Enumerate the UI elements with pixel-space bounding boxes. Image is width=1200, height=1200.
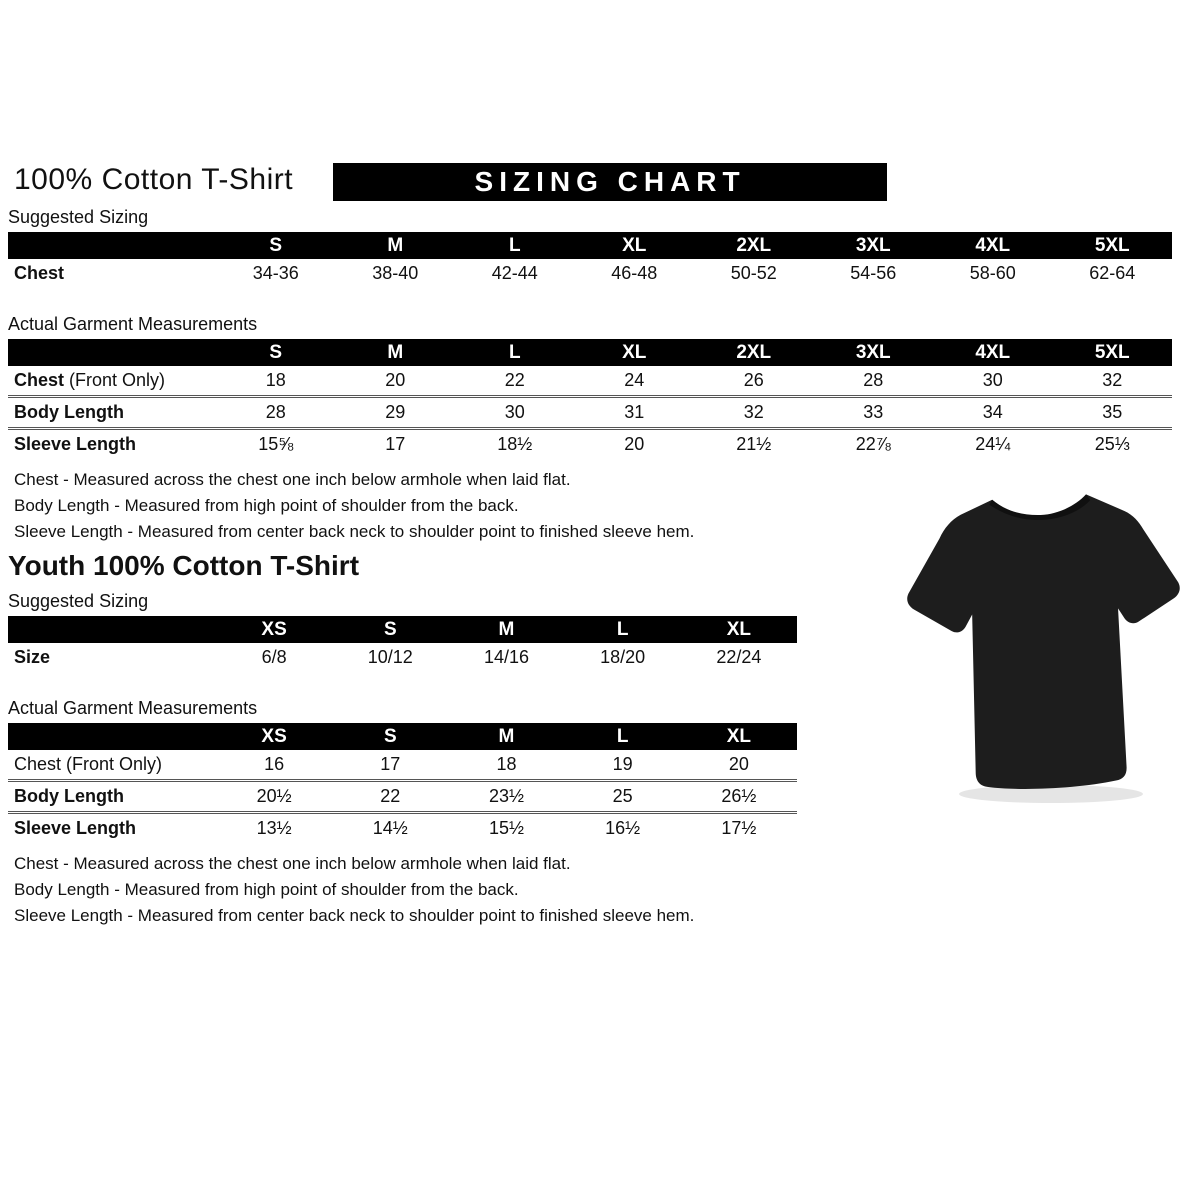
adult-suggested-table bbox=[8, 232, 1172, 288]
youth-measurement-notes bbox=[14, 851, 1200, 929]
tshirt-image bbox=[893, 472, 1195, 812]
cell: 20 bbox=[385, 370, 406, 390]
note-body-length: Body Length - Measured from high point of shoulder from the back. bbox=[14, 496, 519, 515]
header-spacer bbox=[8, 232, 216, 259]
table-row-chest bbox=[8, 259, 1172, 288]
row-label: Size bbox=[14, 647, 51, 667]
table-row-size bbox=[8, 643, 797, 672]
cell: 20½ bbox=[216, 781, 332, 813]
cell: 32 bbox=[694, 397, 814, 429]
cell: 15½ bbox=[448, 813, 564, 844]
note-body-length: Body Length - Measured from high point of shoulder from the back. bbox=[14, 880, 519, 899]
cell: 17½ bbox=[681, 813, 797, 844]
size-col-header: 5XL bbox=[1053, 232, 1173, 259]
cell: 16½ bbox=[565, 813, 681, 844]
cell: 14/16 bbox=[483, 647, 529, 667]
cell: 26½ bbox=[681, 781, 797, 813]
size-col-header: XS bbox=[216, 616, 332, 643]
header-spacer bbox=[8, 616, 216, 643]
size-col-header: XS bbox=[216, 723, 332, 750]
cell: 54-56 bbox=[850, 263, 897, 283]
cell: 18 bbox=[496, 754, 517, 774]
cell: 26 bbox=[743, 370, 764, 390]
cell: 30 bbox=[982, 370, 1003, 390]
note-chest: Chest - Measured across the chest one inch below armhole when laid flat. bbox=[14, 854, 571, 873]
cell: 32 bbox=[1102, 370, 1123, 390]
size-col-header: 3XL bbox=[814, 339, 934, 366]
row-label: Body Length bbox=[14, 402, 124, 422]
cell: 62-64 bbox=[1089, 263, 1136, 283]
cell: 10/12 bbox=[367, 647, 413, 667]
adult-measurements-label: Actual Garment Measurements bbox=[8, 314, 258, 334]
youth-title: Youth 100% Cotton T-Shirt bbox=[8, 550, 360, 581]
cell: 42-44 bbox=[491, 263, 538, 283]
note-sleeve-length: Sleeve Length - Measured from center back neck to shoulder point to finished sleeve hem. bbox=[14, 522, 695, 541]
size-col-header: L bbox=[565, 616, 681, 643]
size-col-header: S bbox=[216, 339, 336, 366]
size-col-header: 2XL bbox=[694, 232, 814, 259]
size-col-header: 4XL bbox=[933, 339, 1053, 366]
cell: 14½ bbox=[332, 813, 448, 844]
cell: 17 bbox=[336, 429, 456, 460]
tshirt-body-group bbox=[904, 491, 1187, 793]
cell: 6/8 bbox=[261, 647, 287, 667]
cell: 38-40 bbox=[372, 263, 419, 283]
size-col-header: M bbox=[336, 339, 456, 366]
cell: 34 bbox=[933, 397, 1053, 429]
cell: 17 bbox=[380, 754, 401, 774]
header-spacer bbox=[8, 339, 216, 366]
cell: 46-48 bbox=[611, 263, 658, 283]
cell: 23½ bbox=[448, 781, 564, 813]
table-row-sleeve-length bbox=[8, 813, 797, 844]
cell: 22⅞ bbox=[814, 429, 934, 460]
cell: 20 bbox=[728, 754, 749, 774]
sizing-chart-banner-text: SIZING CHART bbox=[474, 166, 746, 197]
cell: 35 bbox=[1053, 397, 1173, 429]
youth-measurements-table bbox=[8, 723, 797, 843]
size-col-header: 2XL bbox=[694, 339, 814, 366]
size-col-header: 3XL bbox=[814, 232, 934, 259]
cell: 31 bbox=[575, 397, 695, 429]
cell: 28 bbox=[216, 397, 336, 429]
size-col-header: XL bbox=[575, 232, 695, 259]
row-label: Sleeve Length bbox=[14, 434, 137, 454]
cell: 19 bbox=[612, 754, 633, 774]
row-label: Chest (Front Only) bbox=[14, 754, 163, 774]
cell: 22/24 bbox=[716, 647, 762, 667]
size-col-header: S bbox=[332, 723, 448, 750]
cell: 24 bbox=[624, 370, 645, 390]
size-col-header: L bbox=[565, 723, 681, 750]
cell: 13½ bbox=[216, 813, 332, 844]
cell: 29 bbox=[336, 397, 456, 429]
table-row-body-length bbox=[8, 781, 797, 813]
note-chest: Chest - Measured across the chest one inch below armhole when laid flat. bbox=[14, 470, 571, 489]
size-header-row bbox=[8, 616, 797, 643]
row-label: Chest bbox=[14, 370, 65, 390]
cell: 25⅓ bbox=[1053, 429, 1173, 460]
size-col-header: M bbox=[448, 723, 564, 750]
cell: 21½ bbox=[694, 429, 814, 460]
cell: 22 bbox=[504, 370, 525, 390]
youth-measurements-label: Actual Garment Measurements bbox=[8, 698, 258, 718]
row-label: Sleeve Length bbox=[14, 818, 137, 838]
size-header-row bbox=[8, 723, 797, 750]
cell: 34-36 bbox=[252, 263, 299, 283]
cell: 58-60 bbox=[969, 263, 1016, 283]
cell: 30 bbox=[455, 397, 575, 429]
size-col-header: M bbox=[448, 616, 564, 643]
size-col-header: 4XL bbox=[933, 232, 1053, 259]
size-header-row bbox=[8, 339, 1172, 366]
page-title: 100% Cotton T-Shirt bbox=[14, 163, 294, 196]
size-col-header: 5XL bbox=[1053, 339, 1173, 366]
size-col-header: XL bbox=[575, 339, 695, 366]
size-col-header: XL bbox=[681, 616, 797, 643]
row-label-suffix: (Front Only) bbox=[64, 370, 166, 390]
cell: 18½ bbox=[455, 429, 575, 460]
table-row-chest bbox=[8, 750, 797, 781]
cell: 16 bbox=[264, 754, 285, 774]
cell: 33 bbox=[814, 397, 934, 429]
sizing-chart-banner bbox=[333, 163, 887, 201]
youth-suggested-sizing-label: Suggested Sizing bbox=[8, 591, 149, 611]
cell: 28 bbox=[863, 370, 884, 390]
row-label: Body Length bbox=[14, 786, 124, 806]
size-header-row bbox=[8, 232, 1172, 259]
cell: 20 bbox=[575, 429, 695, 460]
cell: 22 bbox=[332, 781, 448, 813]
adult-measurements-table bbox=[8, 339, 1172, 459]
cell: 24¼ bbox=[933, 429, 1053, 460]
row-label: Chest bbox=[14, 263, 65, 283]
size-col-header: M bbox=[336, 232, 456, 259]
header-spacer bbox=[8, 723, 216, 750]
table-row-chest bbox=[8, 366, 1172, 397]
adult-suggested-sizing-label: Suggested Sizing bbox=[8, 207, 149, 227]
size-col-header: L bbox=[455, 232, 575, 259]
cell: 18/20 bbox=[600, 647, 646, 667]
cell: 18 bbox=[265, 370, 286, 390]
table-row-sleeve-length bbox=[8, 429, 1172, 460]
size-col-header: S bbox=[332, 616, 448, 643]
cell: 25 bbox=[565, 781, 681, 813]
tshirt-svg bbox=[893, 472, 1195, 812]
page-header bbox=[8, 160, 1200, 201]
cell: 15⅝ bbox=[216, 429, 336, 460]
size-col-header: XL bbox=[681, 723, 797, 750]
note-sleeve-length: Sleeve Length - Measured from center back neck to shoulder point to finished sleeve hem. bbox=[14, 906, 695, 925]
tshirt-body bbox=[904, 491, 1187, 793]
size-col-header: S bbox=[216, 232, 336, 259]
youth-suggested-table bbox=[8, 616, 797, 672]
table-row-body-length bbox=[8, 397, 1172, 429]
cell: 50-52 bbox=[730, 263, 777, 283]
size-col-header: L bbox=[455, 339, 575, 366]
